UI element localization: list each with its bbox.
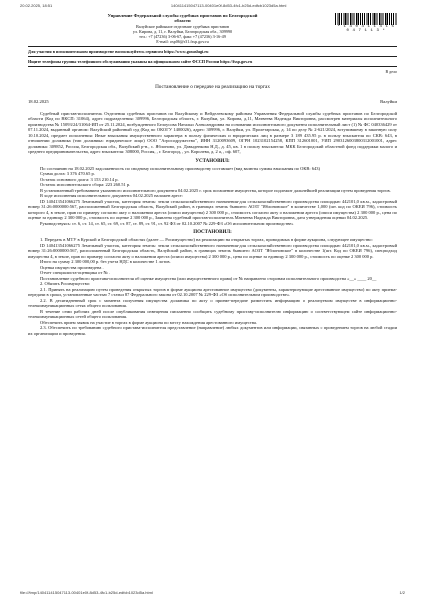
org-name-line1: Управление Федеральной службы судебных приставов по Белгородской [107, 13, 258, 18]
divider [28, 46, 397, 47]
divider [28, 66, 397, 67]
barcode-bars [335, 13, 397, 25]
valuation-resolution-paragraph: Постановление судебного пристава-исполнителя об оценке имущества (или имущественного права) от № направлено сторонам исполнительного производства «__» ____ 20__ [40, 275, 377, 281]
obligation-2-2: 2.2. В десятидневный срок с момента получения имущества должника по акту о приеме-передаче разместить информацию о реализуемом имуществе в информационно-телекоммуникационных сетях общего пользования. [28, 297, 397, 309]
fee-remaining-line: Остаток исполнительского сбора: 223 260.51 р. [40, 182, 131, 188]
barcode [335, 13, 397, 33]
department-email: E-mail: osp06@r31.fssp.gov.ru [156, 38, 209, 44]
obligation-heading: 2. Обязать Росимущество: [40, 281, 91, 287]
date-place-row [28, 99, 397, 104]
debt-status-paragraph: По состоянию на 18.02.2025 задолженность по сводному исполнительному производству составляет (вид валюты суммы взыскания по ОКВ: 643) [40, 165, 321, 171]
transfer-paragraph: 1. Передать в МТУ в Курской и Белгородской областях (далее — Росимущество) на реализацию на открытых торгах, проводимых в форме аукциона, следующее имущество: [40, 237, 373, 243]
gosuslugi-notice: Для участия в исполнительном производстве воспользуйтесь сервисом https://www.gosuslugi.ru [28, 48, 209, 54]
valuation-line: Оценка имущества произведена . [40, 264, 104, 270]
print-datetime: 20.02.2025, 18:51 [20, 3, 53, 8]
postanovil-heading: ПОСТАНОВИЛ: [193, 230, 232, 236]
department-name: Валуйское районное отделение судебных приставов [136, 23, 229, 29]
arrested-property-paragraph: ID 140413541066275 Земельный участок, категория земель: земли сельскохозяйственного назначения-для сельскохозяйственного производства площадью 442101,0 кв.м., кадастровый номер 31:26:0000000:567, расположенный Белгородская область, Валуйский район, в границах земель бывшего АОЗТ "Яблоновское" в количестве 1,000 (шт. код по ОКЕИ 796), стоимость которого 4, в земле, прав по примеру согласно акту о наложении ареста (описи имущества) 2 300 000 р., стоимость согласно акту о наложении ареста (описи имущества) 2 300 000 р., цена по оценке за единицу 2 300 000 р., стоимость по оценке 2 300 000 р., Заявлена судебный пристав-исполнитель Матвеева Надежда Викторовна, дата утверждения оценки 04.02.2025. [28, 198, 397, 221]
intro-paragraph: Судебный пристав-исполнитель Отделения судебных приставов по Валуйскому и Вейделевскому районам Управления Федеральной службы судебных приставов по Белгородской области (Код по ВКСП: 31064), адрес подразделения: 309996, Белгородская область, г. Валуйки, ул. Кирова, д.11, Матвеева Надежда Викторовна, рассмотрев материалы исполнительного производства № 15093/24/31064-ИП от 25.11.2024, возбужденного Белоусова Натальи Александровна на основании исполнительного документа исполнительный лист (1) № ФС 040336429 от 07.11.2024, выданный органом: Валуйский районный суд (Код по ОКОГУ 1400026), адрес: 309996, г. Валуйки, ул. Пролетарская, д. 14 по делу № 2-621/2024, вступившему в законную силу 10.10.2024, предмет исполнения: Иные взыскания имущественного характера в пользу физических и юридических лиц в размере 3 189 435.95 р. в пользу взыскателя по СКВ: 643, в отношении должника (тип должника: юридическое лицо) ООО "Агросодружество", ИНН 3120093609, ОГРН 1023102154258, КПП 312601001, УИП 2903126003800312001001, адрес должника: 309852, Россия, Белгородская обл., Валуйский р-н., с. Яблоново, ул. Давыденкова Н.Д., д. 45, кв. 1 в пользу взыскателя: МКК Белгородский областной фонд поддержки малого и среднего предпринимательства, адрес взыскателя: 308000, Россия, , г. Белгород, , ул. Королева, д. 2 а, , оф. 607, [28, 110, 397, 155]
arrest-paragraph: В ходе исполнения исполнительного документа 04.02.2025 наложен арест: [40, 193, 184, 199]
org-name-line2: области [174, 18, 191, 24]
document-place: Валуйки [380, 98, 397, 104]
debt-sum-line: Сумма долга: 3 376 470.65 р. [40, 171, 95, 177]
document-date: 18.02.2025 [28, 98, 49, 104]
obligation-2-2-applications: Обеспечить прием заявок на участие в торгах в форме аукциона по месту нахождения арестованного имущества. [40, 319, 258, 325]
document-title: Постановление о передаче на реализацию на торгах [155, 83, 270, 90]
appraiser-report-line: Отчет специалиста-оценщика от № . [40, 270, 110, 276]
ustanovil-heading: УСТАНОВИЛ: [195, 158, 230, 164]
obligation-2-3: 2.3. Обеспечить по требованию судебного пристава-исполнителя представление (направление) любых документов или информации, связанных с проведением торгов на любой стадии их организации и проведения. [28, 325, 397, 336]
print-file-path: file:///tmp/140411415047113-00401e0f-8d53-4fc1-b25d-edfcb1023d5a.html [20, 590, 153, 595]
deadline-paragraph: В установленный требованием указанного исполнительного документа 04.02.2025 г. срок погашение имущества, которое подлежит дальнейшей реализации путем проведения торгов. [40, 187, 391, 193]
total-line: Итого на сумму 2 300 000,00 р. без учета НДС в количестве 1 лотов. [40, 259, 171, 265]
document-header [28, 13, 397, 44]
department-address: ул. Кирова, д. 11, г. Валуйки, Белгородская обл., 309990 [132, 28, 233, 34]
print-file-title: 140411415047113-00401e0f-8d53-4fc1-b25d-edfcb1023d5a.html [170, 3, 287, 8]
barcode-number: * 1 4 0 4 1 1 4 1 5 0 4 7 1 1 3 * [337, 25, 395, 33]
print-footer [20, 590, 405, 595]
v-delo-mark: В дело [385, 68, 397, 74]
print-header [20, 3, 405, 8]
obligation-2-2-notice: В течение семи рабочих дней после опубликования извещения письменно сообщить судебному приставу-исполнителю информацию о соответствующем сайте информационно-телекоммуникационных сетей общего пользования. [28, 308, 397, 320]
property-description-paragraph: ID 140413541066275 Земельный участок, категория земель: земли сельскохозяйственного назначения-для сельскохозяйственного производства площадью 442101,0 кв.м., кадастровый номер 31:26:0000000:567, расположенный Белгородская область, Валуйский район, в границах земель бывшего АОЗТ "Яблоновское" в количестве 1(шт. Код по ОКЕИ 796), спецподход имущества 4, в земле, прав по примеру согласно акту о наложении ареста (описи имущества) 2 300 000 р., цена по оценке за единицу 2 300 000 р., стоимость по оценке 2 300 000 р. [28, 242, 397, 259]
fssp-phone-notice: Ищите телефоны группы телефонного обслуживания указаны на официальном сайте ФССП России https://fssp.gov.ru [28, 58, 253, 64]
debt-remaining-line: Остаток основного долга: 3 153 210.14 р. [40, 176, 119, 182]
divider [28, 56, 397, 57]
department-phone: тел.: +7 (47236) 3-06-67, факс +7 (47236) 3-16-49 [139, 33, 226, 39]
legal-basis-paragraph: Руководствуясь: ст. 6, ст. 14, ст. 65, ст. 69, ст. 87, ст. 89, ст. 91, ст. 92 ФЗ от 02.10.2007 № 229-ФЗ «Об исполнительном производстве» [40, 220, 294, 226]
page-number: 1/2 [399, 590, 405, 595]
obligation-2-1: 2.1. Принять на реализацию путем проведения открытых торгов в форме аукциона арестованное имущество (документы, характеризующие арестованное имущество) по акту приема-передачи в сроки, установленные частью 7 статьи 87 Федерального закона от 02.10.2007 № 229-ФЗ «Об исполнительном производстве». [28, 286, 397, 298]
